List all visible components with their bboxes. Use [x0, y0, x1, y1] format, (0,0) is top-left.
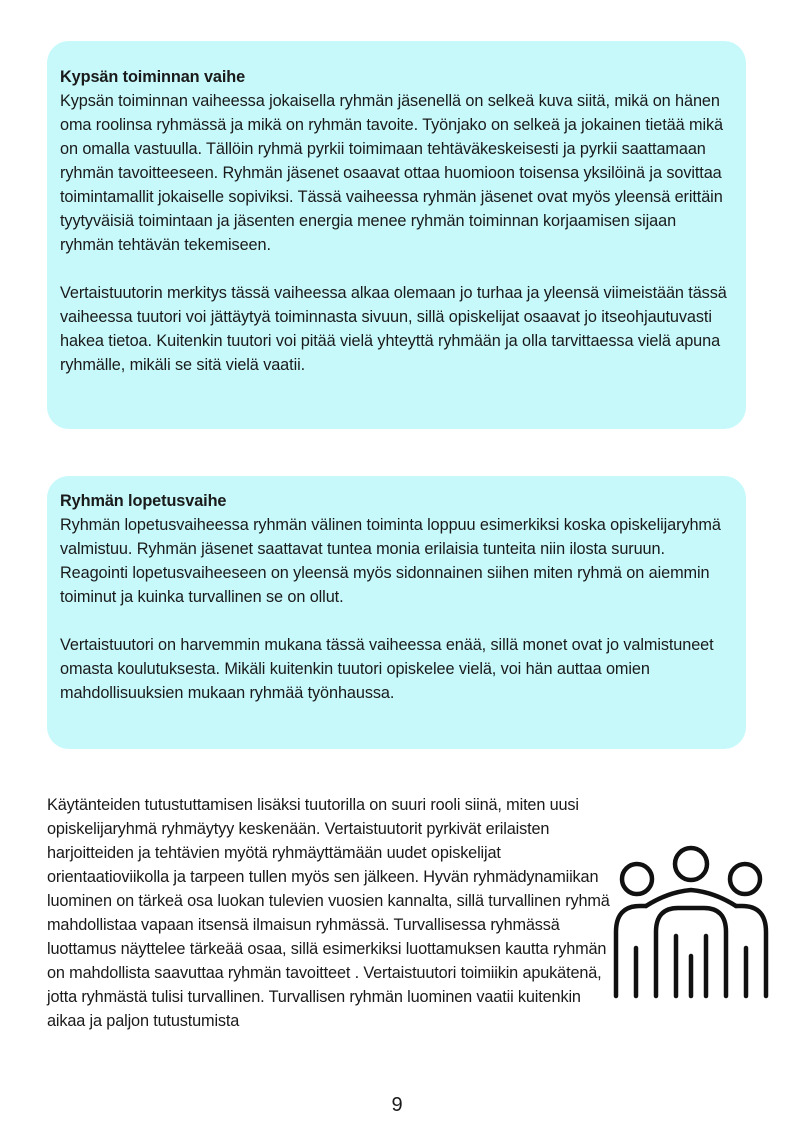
info-box-mature-phase — [47, 41, 746, 429]
mature-phase-paragraph-1: Kypsän toiminnan vaiheessa jokaisella ryhmän jäsenellä on selkeä kuva siitä, mikä on hänen oma roolinsa ryhmässä ja mikä on ryhmän tavoite. Työnjako on selkeä ja jokainen tietää mikä on omalla vastuulla. Tällöin ryhmä pyrkii toimimaan tehtäväkeskeisesti ja pyrkii saattamaan ryhmän tavoitteeseen. Ryhmän jäsenet osaavat ottaa huomioon toisensa yksilöinä ja sovittaa toimintamallit jokaiselle sopiviksi. Tässä vaiheessa ryhmän jäsenet ovat myös yleensä erittäin tyytyväisiä toimintaan ja jäsenten energia menee ryhmän toiminnan korjaamisen sijaan ryhmän tehtävän tekemiseen. — [60, 92, 723, 254]
ending-phase-paragraph-2: Vertaistuutori on harvemmin mukana tässä vaiheessa enää, sillä monet ovat jo valmistuneet omasta koulutuksesta. Mikäli kuitenkin tuutori opiskelee vielä, voi hän auttaa omien mahdollisuuksien mukaan ryhmää työnhaussa. — [60, 636, 714, 702]
mature-phase-paragraph-2: Vertaistuutorin merkitys tässä vaiheessa alkaa olemaan jo turhaa ja yleensä viimeistään tässä vaiheessa tuutori voi jättäytyä toiminnasta sivuun, sillä opiskelijat osaavat jo itseohjautuvasti hakea tietoa. Kuitenkin tuutori voi pitää vielä yhteyttä ryhmään ja olla tarvittaessa vielä apuna ryhmälle, mikäli se sitä vielä vaatii. — [60, 284, 727, 374]
page-number: 9 — [391, 1094, 403, 1116]
info-box-ending-phase — [47, 476, 746, 749]
section-heading-ending-phase: Ryhmän lopetusvaihe — [60, 492, 227, 510]
section-heading-mature-phase: Kypsän toiminnan vaihe — [60, 68, 246, 86]
body-paragraph: Käytänteiden tutustuttamisen lisäksi tuutorilla on suuri rooli siinä, miten uusi opiskelijaryhmä ryhmäytyy keskenään. Vertaistuutorit pyrkivät erilaisten harjoitteiden ja tehtävien myötä ryhmäyttämään uudet opiskelijat orientaatioviikolla ja tarpeen tullen myös sen jälkeen. Hyvän ryhmädynamiikan luominen on tärkeä osa luokan tulevien vuosien kannalta, sillä turvallinen ryhmä mahdollistaa vapaan itsensä ilmaisun ryhmässä. Turvallisessa ryhmässä luottamus näyttelee tärkeää osaa, sillä esimerkiksi luottamuksen kautta ryhmän on mahdollista saavuttaa ryhmän tavoitteet . Vertaistuutori toimiikin apukätenä, jotta ryhmästä tulisi turvallinen. Turvallisen ryhmän luominen vaatii kuitenkin aikaa ja paljon tutustumista — [47, 796, 610, 1030]
ending-phase-paragraph-1: Ryhmän lopetusvaiheessa ryhmän välinen toiminta loppuu esimerkiksi koska opiskelijaryhmä valmistuu. Ryhmän jäsenet saattavat tuntea monia erilaisia tunteita niin ilosta suruun. Reagointi lopetusvaiheeseen on yleensä myös sidonnainen siihen miten ryhmä on aiemmin toiminut ja kuinka turvallinen se on ollut. — [60, 516, 721, 606]
group-of-people-icon — [606, 844, 776, 1012]
